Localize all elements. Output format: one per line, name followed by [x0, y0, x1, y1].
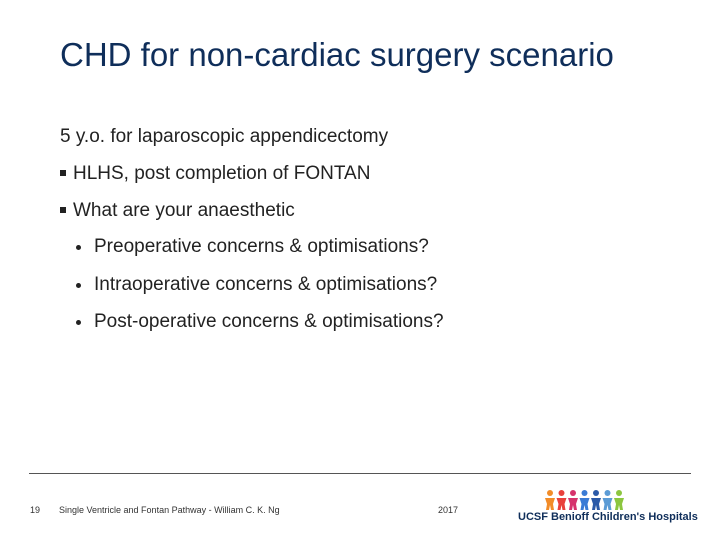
- round-bullet-icon: [76, 283, 81, 288]
- square-bullet-icon: [60, 170, 66, 176]
- footer-year: 2017: [438, 505, 459, 515]
- child-figure-icon: [568, 490, 578, 510]
- sub-bullet-text: Intraoperative concerns & optimisations?: [94, 274, 438, 295]
- scenario-intro: 5 y.o. for laparoscopic appendicectomy: [60, 126, 389, 147]
- bullet-item: [60, 163, 370, 185]
- sub-bullet-item: [76, 311, 444, 333]
- sub-bullet-text: Post-operative concerns & optimisations?: [94, 311, 444, 332]
- footer-divider: [29, 473, 691, 474]
- bullet-text: What are your anaesthetic: [73, 200, 295, 221]
- child-figure-icon: [545, 490, 555, 510]
- round-bullet-icon: [76, 245, 81, 250]
- bullet-item: [60, 200, 295, 222]
- footer-source: Single Ventricle and Fontan Pathway - William C. K. Ng: [59, 505, 280, 515]
- hospital-logo-text: UCSF Benioff Children's Hospitals: [518, 511, 698, 523]
- sub-bullet-item: [76, 236, 429, 258]
- sub-bullet-item: [76, 274, 437, 296]
- child-figure-icon: [580, 490, 590, 510]
- child-figure-icon: [591, 490, 601, 510]
- round-bullet-icon: [76, 320, 81, 325]
- sub-bullet-text: Preoperative concerns & optimisations?: [94, 236, 429, 257]
- bullet-text: HLHS, post completion of FONTAN: [73, 163, 371, 184]
- slide-title: CHD for non-cardiac surgery scenario: [60, 36, 614, 73]
- child-figure-icon: [557, 490, 567, 510]
- page-number: 19: [30, 505, 41, 515]
- square-bullet-icon: [60, 207, 66, 213]
- child-figure-icon: [614, 490, 624, 510]
- child-figure-icon: [603, 490, 613, 510]
- children-figures-logo-icon: [544, 489, 626, 511]
